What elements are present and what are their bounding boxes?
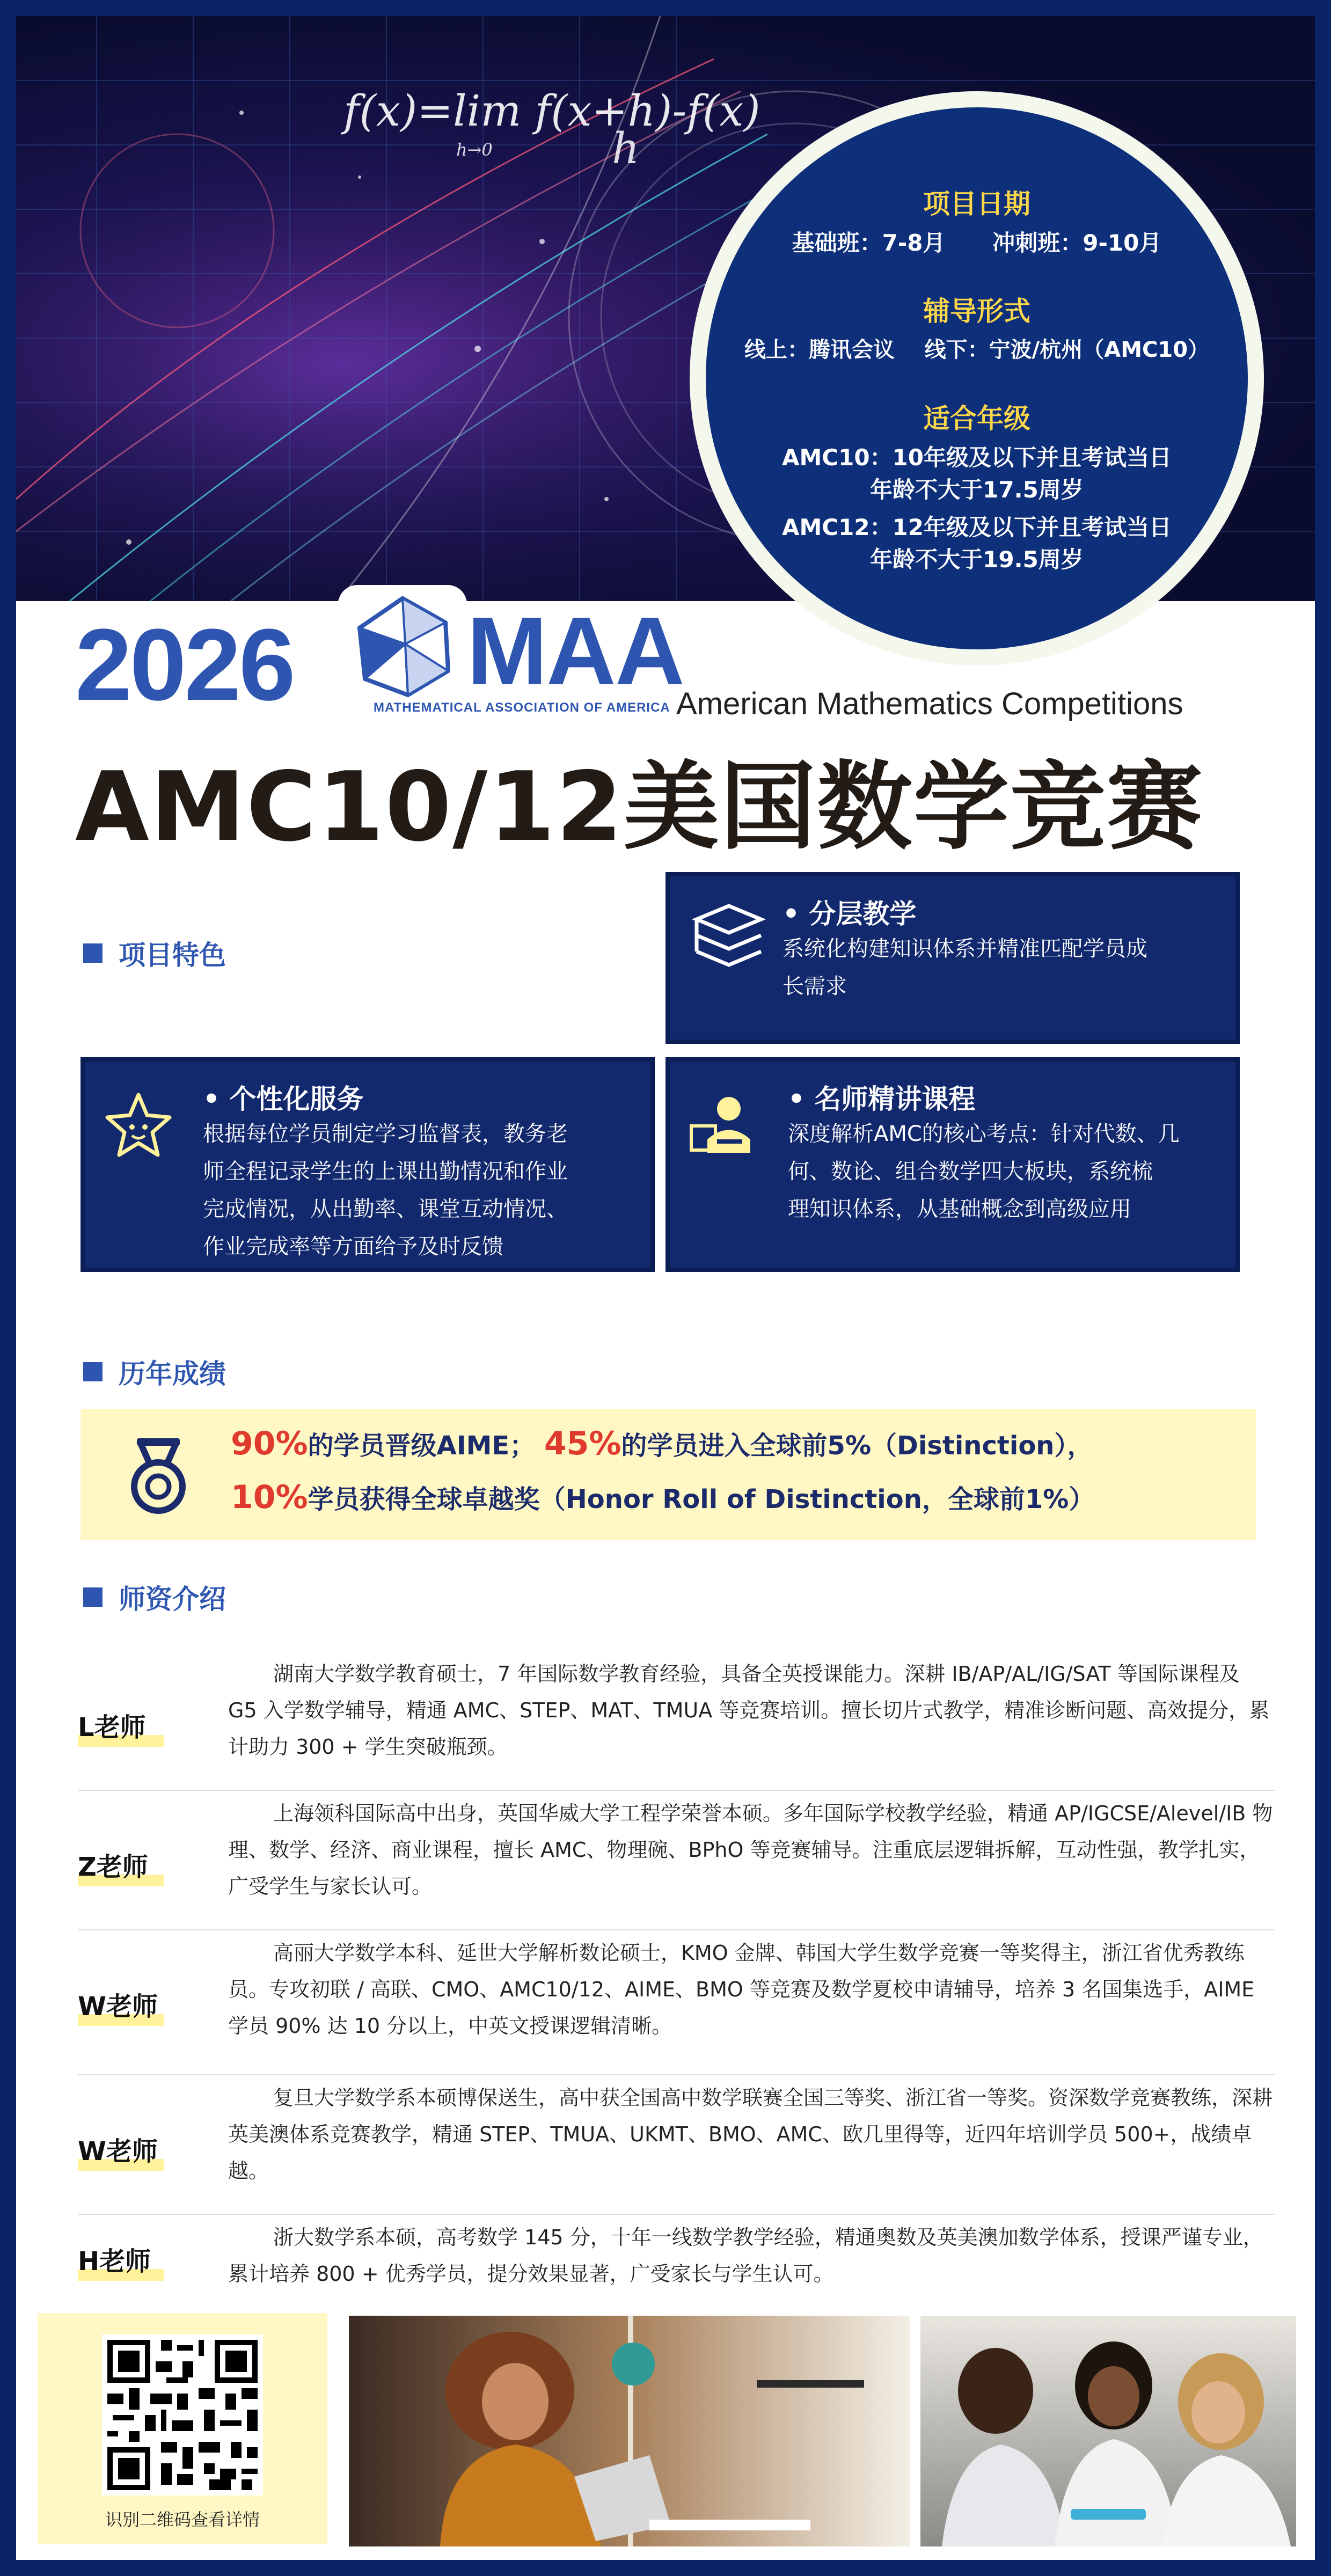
grade-amc10-line1: AMC10：10年级及以下并且考试当日: [781, 444, 1172, 471]
teacher-name: H老师: [78, 2241, 151, 2278]
qr-code[interactable]: [102, 2334, 263, 2496]
teacher-name: W老师: [78, 2131, 158, 2168]
feature-card-personal: [81, 1057, 655, 1272]
maa-logo-icon: [338, 585, 467, 708]
feature-text-teacher: 深度解析AMC的核心考点：针对代数、几 何、数论、组合数学四大板块，系统梳 理知识体系，从基础概念到高级应用: [788, 1122, 1180, 1221]
teacher-name: W老师: [78, 1986, 158, 2023]
students-lab-photo: [920, 2316, 1296, 2546]
teacher-bio: 湖南大学数学教育硕士，7 年国际数学教育经验，具备全英授课能力。深耕 IB/AP/AL/IG/SAT 等国际课程及 G5 入学数学辅导，精通 AMC、STEP、MAT、TMUA 等竞赛培训。擅长切片式教学，精准诊断问题、高效提分，累计助力 300 + 学生突破瓶颈。: [228, 1662, 1270, 1759]
teacher-entry: [78, 2219, 1275, 2305]
feature-text-layered: 系统化构建知识体系并精准匹配学员成 长需求: [782, 936, 1147, 999]
stat-honor-roll-value: 10%: [231, 1479, 308, 1516]
maa-logo-text: MAA: [467, 597, 684, 705]
formula-denominator: h: [612, 123, 640, 173]
features-heading: 项目特色: [83, 934, 226, 972]
books-icon: [691, 898, 766, 973]
formula-text: f(x)=lim f(x+h)-f(x): [343, 86, 760, 136]
section-marker-icon: [83, 1587, 103, 1607]
teacher-entry: [78, 1656, 1275, 1779]
divider: [78, 2214, 1275, 2215]
format-line: 线上：腾讯会议 线下：宁波/杭州（AMC10）: [744, 338, 1210, 362]
divider: [78, 1790, 1275, 1791]
teacher-bio: 上海领科国际高中出身，英国华威大学工程学荣誉本硕。多年国际学校教学经验，精通 AP/IGCSE/Alevel/IB 物理、数学、经济、商业课程，擅长 AMC、物理碗、BPhO 等竞赛辅导。注重底层逻辑拆解，互动性强，教学扎实，广受学生与家长认可。: [228, 1802, 1273, 1898]
date-heading: 项目日期: [923, 188, 1030, 219]
results-box: [81, 1409, 1256, 1540]
star-face-icon: [101, 1088, 176, 1163]
divider: [78, 2074, 1275, 2075]
student-laptop-photo: [349, 2316, 910, 2546]
medal-icon: [121, 1436, 196, 1516]
feature-title-personal: • 个性化服务: [203, 1084, 364, 1115]
teacher-icon: [686, 1088, 761, 1163]
qr-caption: 识别二维码查看详情: [105, 2509, 260, 2530]
qr-code-panel: [38, 2313, 327, 2544]
grade-amc12-line2: 年龄不大于19.5周岁: [870, 546, 1084, 573]
results-line-2: 10%学员获得全球卓越奖（Honor Roll of Distinction，全球前1%）: [231, 1479, 1095, 1516]
feature-card-layered: [666, 872, 1240, 1044]
teachers-heading: 师资介绍: [83, 1578, 226, 1616]
teacher-bio: 浙大数学系本硕，高考数学 145 分，十年一线数学教学经验，精通奥数及英美澳加数学体系，授课严谨专业，累计培养 800 + 优秀学员，提分效果显著，广受家长与学生认可。: [228, 2226, 1263, 2286]
format-heading: 辅导形式: [923, 296, 1030, 327]
formula-limit: h→0: [456, 140, 493, 160]
grade-amc10-line2: 年龄不大于17.5周岁: [870, 477, 1084, 503]
grade-amc12-line1: AMC12：12年级及以下并且考试当日: [781, 514, 1172, 540]
section-marker-icon: [83, 943, 103, 963]
info-circle: [706, 107, 1248, 649]
teacher-bio: 高丽大学数学本科、延世大学解析数论硕士，KMO 金牌、韩国大学生数学竞赛一等奖得主，浙江省优秀教练员。专攻初联 / 高联、CMO、AMC10/12、AIME、BMO 等竞赛及数学夏校申请辅导，培养 3 名国集选手，AIME 学员 90% 达 10 分以上，中英文授课逻辑清晰。: [228, 1941, 1255, 2038]
feature-title-teacher: • 名师精讲课程: [788, 1084, 976, 1115]
feature-text-personal: 根据每位学员制定学习监督表，教务老 师全程记录学生的上课出勤情况和作业 完成情况，从出勤率、课堂互动情况、 作业完成率等方面给予及时反馈: [203, 1122, 568, 1259]
stat-aime-value: 90%: [231, 1425, 308, 1462]
poster: [16, 16, 1315, 2560]
feature-card-teacher: [666, 1057, 1240, 1272]
teacher-name: Z老师: [78, 1846, 148, 1883]
results-heading: 历年成绩: [83, 1352, 226, 1391]
teacher-entry: [78, 2080, 1275, 2203]
section-marker-icon: [83, 1362, 103, 1381]
year-text: 2026: [75, 608, 294, 722]
grade-heading: 适合年级: [923, 403, 1030, 434]
competition-english-name: American Mathematics Competitions: [676, 686, 1183, 721]
stat-distinction-value: 45%: [544, 1425, 621, 1462]
main-title: AMC10/12美国数学竞赛: [75, 751, 1203, 862]
feature-title-layered: • 分层教学: [782, 898, 917, 930]
teacher-entry: [78, 1935, 1275, 2058]
results-line-1: 90%的学员晋级AIME； 45%的学员进入全球前5%（Distinction），: [231, 1425, 1093, 1462]
date-line: 基础班：7-8月 冲刺班：9-10月: [792, 230, 1162, 256]
teacher-bio: 复旦大学数学系本硕博保送生，高中获全国高中数学联赛全国三等奖、浙江省一等奖。资深数学竞赛教练，深耕英美澳体系竞赛教学，精通 STEP、TMUA、UKMT、BMO、AMC、欧几里得等，近四年培训学员 500+，战绩卓越。: [228, 2086, 1273, 2183]
divider: [78, 1929, 1275, 1930]
maa-logo-subtitle: MATHEMATICAL ASSOCIATION OF AMERICA: [374, 700, 670, 715]
teacher-name: L老师: [78, 1707, 146, 1744]
teacher-entry: [78, 1795, 1275, 1919]
